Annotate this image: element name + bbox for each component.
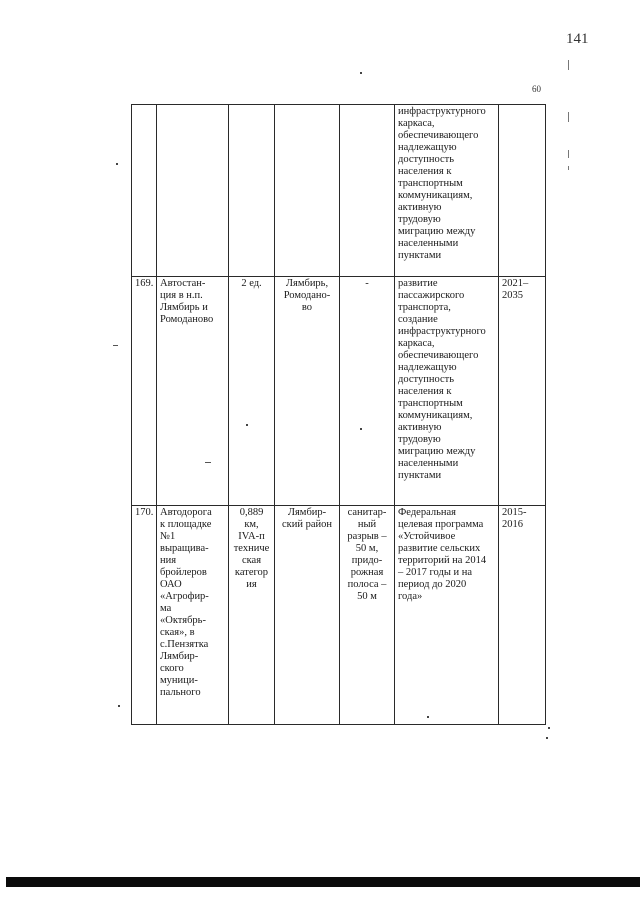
row-number: 169. xyxy=(132,277,157,506)
table-row xyxy=(132,277,546,506)
table-row xyxy=(132,105,546,277)
object-name xyxy=(157,105,229,277)
row-number: 170. xyxy=(132,506,157,725)
object-zone: санитар- ный разрыв – 50 м, придо- рожная полоса – 50 м xyxy=(340,506,395,725)
scan-tick xyxy=(113,345,118,346)
object-location: Лямбирь, Ромодано- во xyxy=(275,277,340,506)
scan-edge-mark xyxy=(568,60,569,70)
object-quantity xyxy=(229,105,275,277)
object-zone: - xyxy=(340,277,395,506)
object-goal: развитие пассажирского транспорта, создание инфраструктурного каркаса, обеспечивающего надлежащую доступность населения к транспортным коммуникациям, активную трудовую миграцию между населенными пунктами xyxy=(395,277,499,506)
object-location xyxy=(275,105,340,277)
scan-bottom-bar xyxy=(6,877,640,887)
scan-speck xyxy=(548,727,550,729)
scan-speck xyxy=(546,737,548,739)
page-number: 141 xyxy=(566,31,589,47)
object-name: Автостан- ция в н.п. Лямбирь и Ромоданово xyxy=(157,277,229,506)
object-years xyxy=(499,105,546,277)
object-years: 2021– 2035 xyxy=(499,277,546,506)
object-quantity: 2 ед. xyxy=(229,277,275,506)
scan-edge-mark xyxy=(568,166,569,170)
table-row xyxy=(132,506,546,725)
object-years: 2015- 2016 xyxy=(499,506,546,725)
scan-speck xyxy=(118,705,120,707)
object-zone xyxy=(340,105,395,277)
row-number xyxy=(132,105,157,277)
object-name: Автодорога к площадке №1 выращива- ния бройлеров ОАО «Агрофир- ма «Октябрь- ская», в с.Пензятка Лямбир- ского муници- пального xyxy=(157,506,229,725)
scan-speck xyxy=(116,163,118,165)
object-goal: Федеральная целевая программа «Устойчивое развитие сельских территорий на 2014 – 2017 годы и на период до 2020 года» xyxy=(395,506,499,725)
scan-edge-mark xyxy=(568,112,569,122)
original-page-number: 60 xyxy=(532,84,541,94)
object-quantity: 0,889 км, IVA-п техниче ская категор ия xyxy=(229,506,275,725)
scan-speck xyxy=(360,72,362,74)
infrastructure-table xyxy=(131,104,546,725)
object-goal: инфраструктурного каркаса, обеспечивающего надлежащую доступность населения к транспортным коммуникациям, активную трудовую миграцию между населенными пунктами xyxy=(395,105,499,277)
scan-edge-mark xyxy=(568,150,569,158)
object-location: Лямбир- ский район xyxy=(275,506,340,725)
